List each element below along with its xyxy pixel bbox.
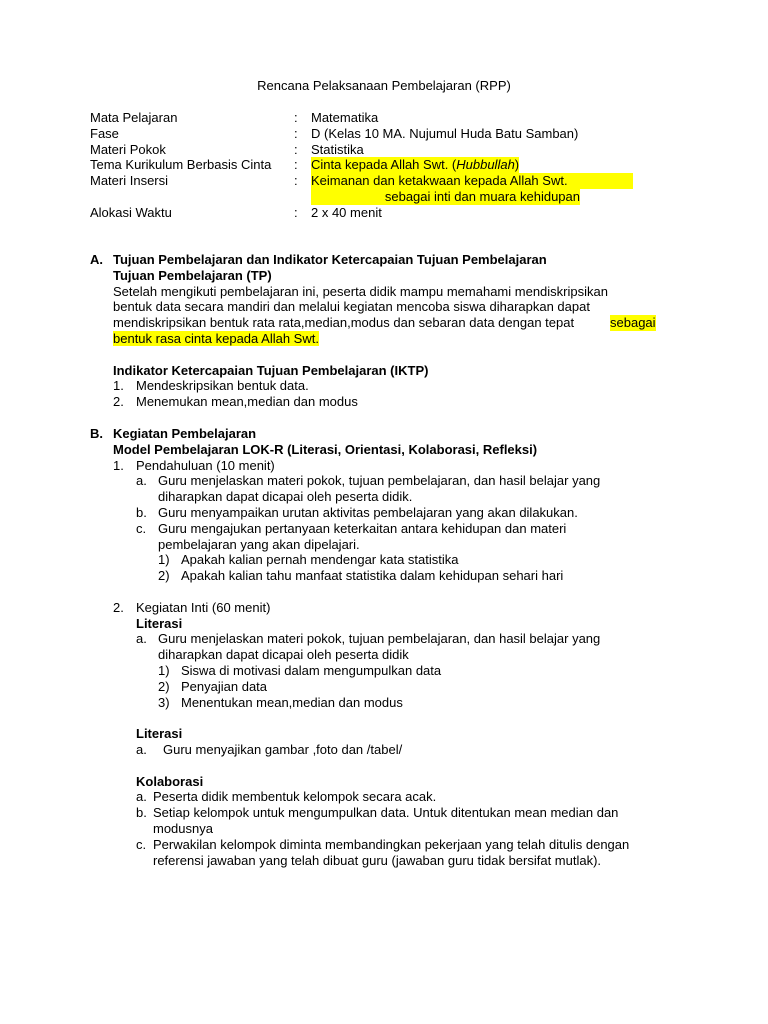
list-marker: b. — [136, 504, 147, 520]
list-text: diharapkan dapat dicapai oleh peserta didik — [158, 647, 409, 663]
section-a — [90, 252, 690, 410]
tp-highlight: bentuk rasa cinta kepada Allah Swt. — [113, 330, 319, 346]
meta-colon: : — [294, 110, 298, 125]
theme-emphasis: Hubbullah — [456, 157, 515, 173]
meta-key: Materi Insersi — [90, 173, 169, 189]
list-item — [90, 521, 690, 537]
identity-table — [90, 110, 690, 221]
section-marker: B. — [90, 426, 103, 441]
meta-row-subject — [90, 110, 690, 126]
list-marker: c. — [136, 836, 147, 852]
section-marker: A. — [90, 252, 103, 267]
list-item — [90, 805, 690, 821]
phase-item — [90, 600, 690, 616]
literasi-heading: Literasi — [136, 726, 183, 742]
tp-paragraph-line — [90, 315, 690, 331]
iktp-item — [90, 394, 690, 410]
section-title: Kegiatan Pembelajaran — [113, 426, 257, 441]
meta-colon: : — [294, 173, 298, 189]
sub-list-item — [90, 552, 690, 568]
meta-colon: : — [294, 141, 298, 157]
list-text: Perwakilan kelompok diminta membandingkan pekerjaan yang telah ditulis dengan — [153, 836, 630, 852]
list-text: Penyajian data — [181, 678, 268, 694]
tp-text: mendiskripsikan bentuk rata rata,median,modus dan sebaran data dengan tepat — [113, 315, 575, 331]
list-text: Guru menyajikan gambar ,foto dan /tabel/ — [163, 741, 403, 757]
section-b — [90, 426, 690, 868]
tp-heading: Tujuan Pembelajaran (TP) — [113, 267, 272, 283]
meta-key: Tema Kurikulum Berbasis Cinta — [90, 157, 272, 173]
list-number: 1. — [113, 457, 124, 473]
meta-value: Matematika — [311, 110, 379, 125]
tp-highlight: sebagai — [610, 315, 656, 331]
list-marker: c. — [136, 520, 147, 536]
list-text: Menemukan mean,median dan modus — [136, 394, 358, 410]
list-number: 2. — [113, 394, 124, 410]
meta-value-highlighted: sebagai inti dan muara kehidupan — [311, 189, 580, 205]
list-item — [90, 837, 690, 853]
list-text: Guru mengajukan pertanyaan keterkaitan antara kehidupan dan materi — [158, 520, 567, 536]
list-text: Peserta didik membentuk kelompok secara acak. — [153, 789, 437, 805]
meta-row-time — [90, 205, 690, 221]
list-marker: b. — [136, 805, 147, 821]
tp-paragraph-line — [90, 331, 690, 347]
list-text: Apakah kalian tahu manfaat statistika dalam kehidupan sehari hari — [181, 568, 564, 584]
list-text: Guru menyampaikan urutan aktivitas pembelajaran yang akan dilakukan. — [158, 504, 578, 520]
iktp-heading: Indikator Ketercapaian Tujuan Pembelajaran (IKTP) — [113, 362, 429, 378]
list-text: Mendeskripsikan bentuk data. — [136, 378, 309, 394]
list-number: 2) — [158, 568, 170, 584]
phase-item — [90, 458, 690, 474]
list-text: diharapkan dapat dicapai oleh peserta didik. — [158, 489, 413, 505]
meta-key: Materi Pokok — [90, 141, 166, 157]
tp-paragraph-line: bentuk data secara mandiri dan melalui kegiatan mencoba siswa diharapkan dapat — [113, 299, 590, 315]
list-item — [90, 473, 690, 489]
list-text: Apakah kalian pernah mendengar kata statistika — [181, 552, 459, 568]
list-item — [90, 742, 690, 758]
list-marker: a. — [136, 473, 147, 489]
list-marker: a. — [136, 741, 147, 757]
model-heading: Model Pembelajaran LOK-R (Literasi, Orientasi, Kolaborasi, Refleksi) — [113, 441, 538, 457]
meta-key: Fase — [90, 125, 119, 141]
section-title: Tujuan Pembelajaran dan Indikator Ketercapaian Tujuan Pembelajaran — [113, 252, 547, 267]
section-b-heading — [90, 426, 690, 442]
list-text: Guru menjelaskan materi pokok, tujuan pembelajaran, dan hasil belajar yang — [158, 631, 601, 647]
list-item — [90, 789, 690, 805]
meta-row-theme — [90, 157, 690, 173]
meta-key: Alokasi Waktu — [90, 204, 172, 220]
document-title: Rencana Pelaksanaan Pembelajaran (RPP) — [257, 78, 511, 93]
theme-text: Cinta kepada Allah Swt. ( — [311, 157, 457, 173]
sub-list-item — [90, 679, 690, 695]
meta-colon: : — [294, 125, 298, 141]
literasi-heading: Literasi — [136, 615, 183, 631]
list-number: 2. — [113, 599, 124, 615]
meta-value-highlighted — [311, 157, 519, 173]
list-number: 1) — [158, 662, 170, 678]
list-text: Pendahuluan (10 menit) — [136, 457, 275, 473]
list-text: pembelajaran yang akan dipelajari. — [158, 536, 360, 552]
list-text: Guru menjelaskan materi pokok, tujuan pembelajaran, dan hasil belajar yang — [158, 473, 601, 489]
list-text: Kegiatan Inti (60 menit) — [136, 599, 271, 615]
sub-list-item — [90, 568, 690, 584]
meta-colon: : — [294, 157, 298, 173]
list-text: Setiap kelompok untuk mengumpulkan data. Untuk ditentukan mean median dan — [153, 805, 619, 821]
sub-list-item — [90, 663, 690, 679]
sub-list-item — [90, 695, 690, 711]
meta-value-highlighted: Keimanan dan ketakwaan kepada Allah Swt. — [311, 173, 633, 189]
list-text: referensi jawaban yang telah dibuat guru (jawaban guru tidak bersifat mutlak). — [153, 852, 602, 868]
list-marker: a. — [136, 789, 147, 805]
meta-colon: : — [294, 204, 298, 220]
meta-row-insertion-cont — [90, 189, 690, 205]
tp-paragraph-line: Setelah mengikuti pembelajaran ini, peserta didik mampu memahami mendiskripsikan — [113, 283, 608, 299]
section-a-heading — [90, 252, 690, 268]
meta-value: 2 x 40 menit — [311, 204, 382, 220]
list-text: Siswa di motivasi dalam mengumpulkan data — [181, 662, 442, 678]
meta-value: D (Kelas 10 MA. Nujumul Huda Batu Samban) — [311, 125, 579, 141]
list-item — [90, 631, 690, 647]
list-number: 1) — [158, 552, 170, 568]
list-text: Menentukan mean,median dan modus — [181, 694, 403, 710]
list-item — [90, 505, 690, 521]
meta-key: Mata Pelajaran — [90, 110, 178, 125]
meta-row-topic — [90, 142, 690, 158]
list-marker: a. — [136, 631, 147, 647]
kolaborasi-heading: Kolaborasi — [136, 773, 204, 789]
meta-row-phase — [90, 126, 690, 142]
meta-row-insertion — [90, 173, 690, 189]
iktp-item — [90, 378, 690, 394]
list-number: 1. — [113, 378, 124, 394]
list-text: modusnya — [153, 820, 213, 836]
meta-value: Statistika — [311, 141, 364, 157]
list-number: 3) — [158, 694, 170, 710]
list-number: 2) — [158, 678, 170, 694]
theme-close: ) — [514, 157, 520, 173]
